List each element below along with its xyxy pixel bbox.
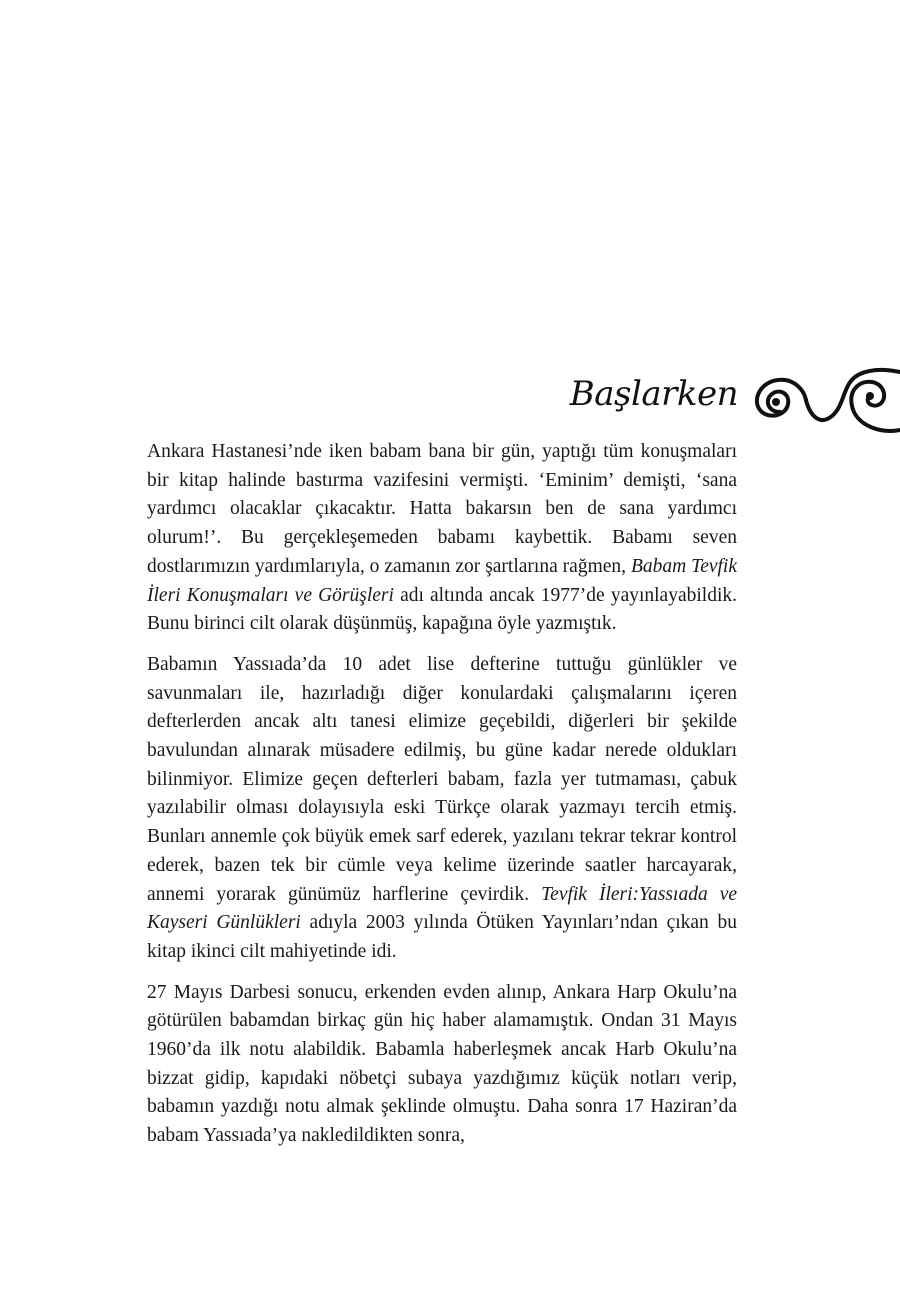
chapter-body <box>147 438 737 1163</box>
chapter-title: Başlarken <box>569 374 738 414</box>
paragraph <box>147 651 737 967</box>
chapter-heading <box>569 360 900 440</box>
paragraph <box>147 438 737 639</box>
book-title-italic: Tevfik İleri:Yassıada ve Kayseri Günlükleri <box>147 883 738 934</box>
paragraph-text: adıyla 2003 yılında Ötüken Yayınları’ndan çıkan bu kitap ikinci cilt mahiyetinde idi. <box>147 912 737 962</box>
paragraph <box>147 979 737 1151</box>
paragraph-text: adı altında ancak 1977’de yayınlayabildik. Bunu birinci cilt olarak düşünmüş, kapağına öyle yazmıştık. <box>147 584 737 635</box>
paragraph-text: Babamın Yassıada’da 10 adet lise defterine tuttuğu günlükler ve savunmaları ile, hazırladığı diğer konulardaki çalışmalarını içeren defterlerden ancak altı tanesi elimize geçebildi, diğerleri bir şekilde bavulundan alınarak müsadere edilmiş, bu güne kadar nerede oldukları bilinmiyor. Elimize geçen defterleri babam, fazla yer tutmaması, çabuk yazılabilir olması dolayısıyla eski Türkçe olarak yazmayı tercih etmiş. Bunları annemle çok büyük emek sarf ederek, yazılanı tekrar tekrar kontrol ederek, bazen tek bir cümle veya kelime üzerinde saatler harcayarak, annemi yorarak günümüz harflerine çevirdik. <box>147 653 737 905</box>
paragraph-text: Ankara Hastanesi’nde iken babam bana bir gün, yaptığı tüm konuşmaları bir kitap halinde bastırma vazifesini vermişti. ‘Eminim’ demişti, ‘sana yardımcı olacaklar çıkacaktır. Hatta bakarsın ben de sana yardımcı olurum!’. Bu gerçekleşemeden babamı kaybettik. Babamı seven dostlarımızın yardımlarıyla, o zamanın zor şartlarına rağmen, <box>147 441 737 577</box>
book-title-italic: Babam Tevfik İleri Konuşmaları ve Görüşleri <box>147 555 738 606</box>
swirl-ornament-icon <box>750 360 900 440</box>
paragraph-text: 27 Mayıs Darbesi sonucu, erkenden evden alınıp, Ankara Harp Okulu’na götürülen babamdan birkaç gün hiç haber alamamıştık. Ondan 31 Mayıs 1960’da ilk notu alabildik. Babamla haberleşmek ancak Harb Okulu’na bizzat gidip, kapıdaki nöbetçi subaya yazdığımız küçük notları verip, babamın yazdığı notu almak şeklinde olmuştu. Daha sonra 17 Haziran’da babam Yassıada’ya nakledildikten sonra, <box>147 981 737 1147</box>
